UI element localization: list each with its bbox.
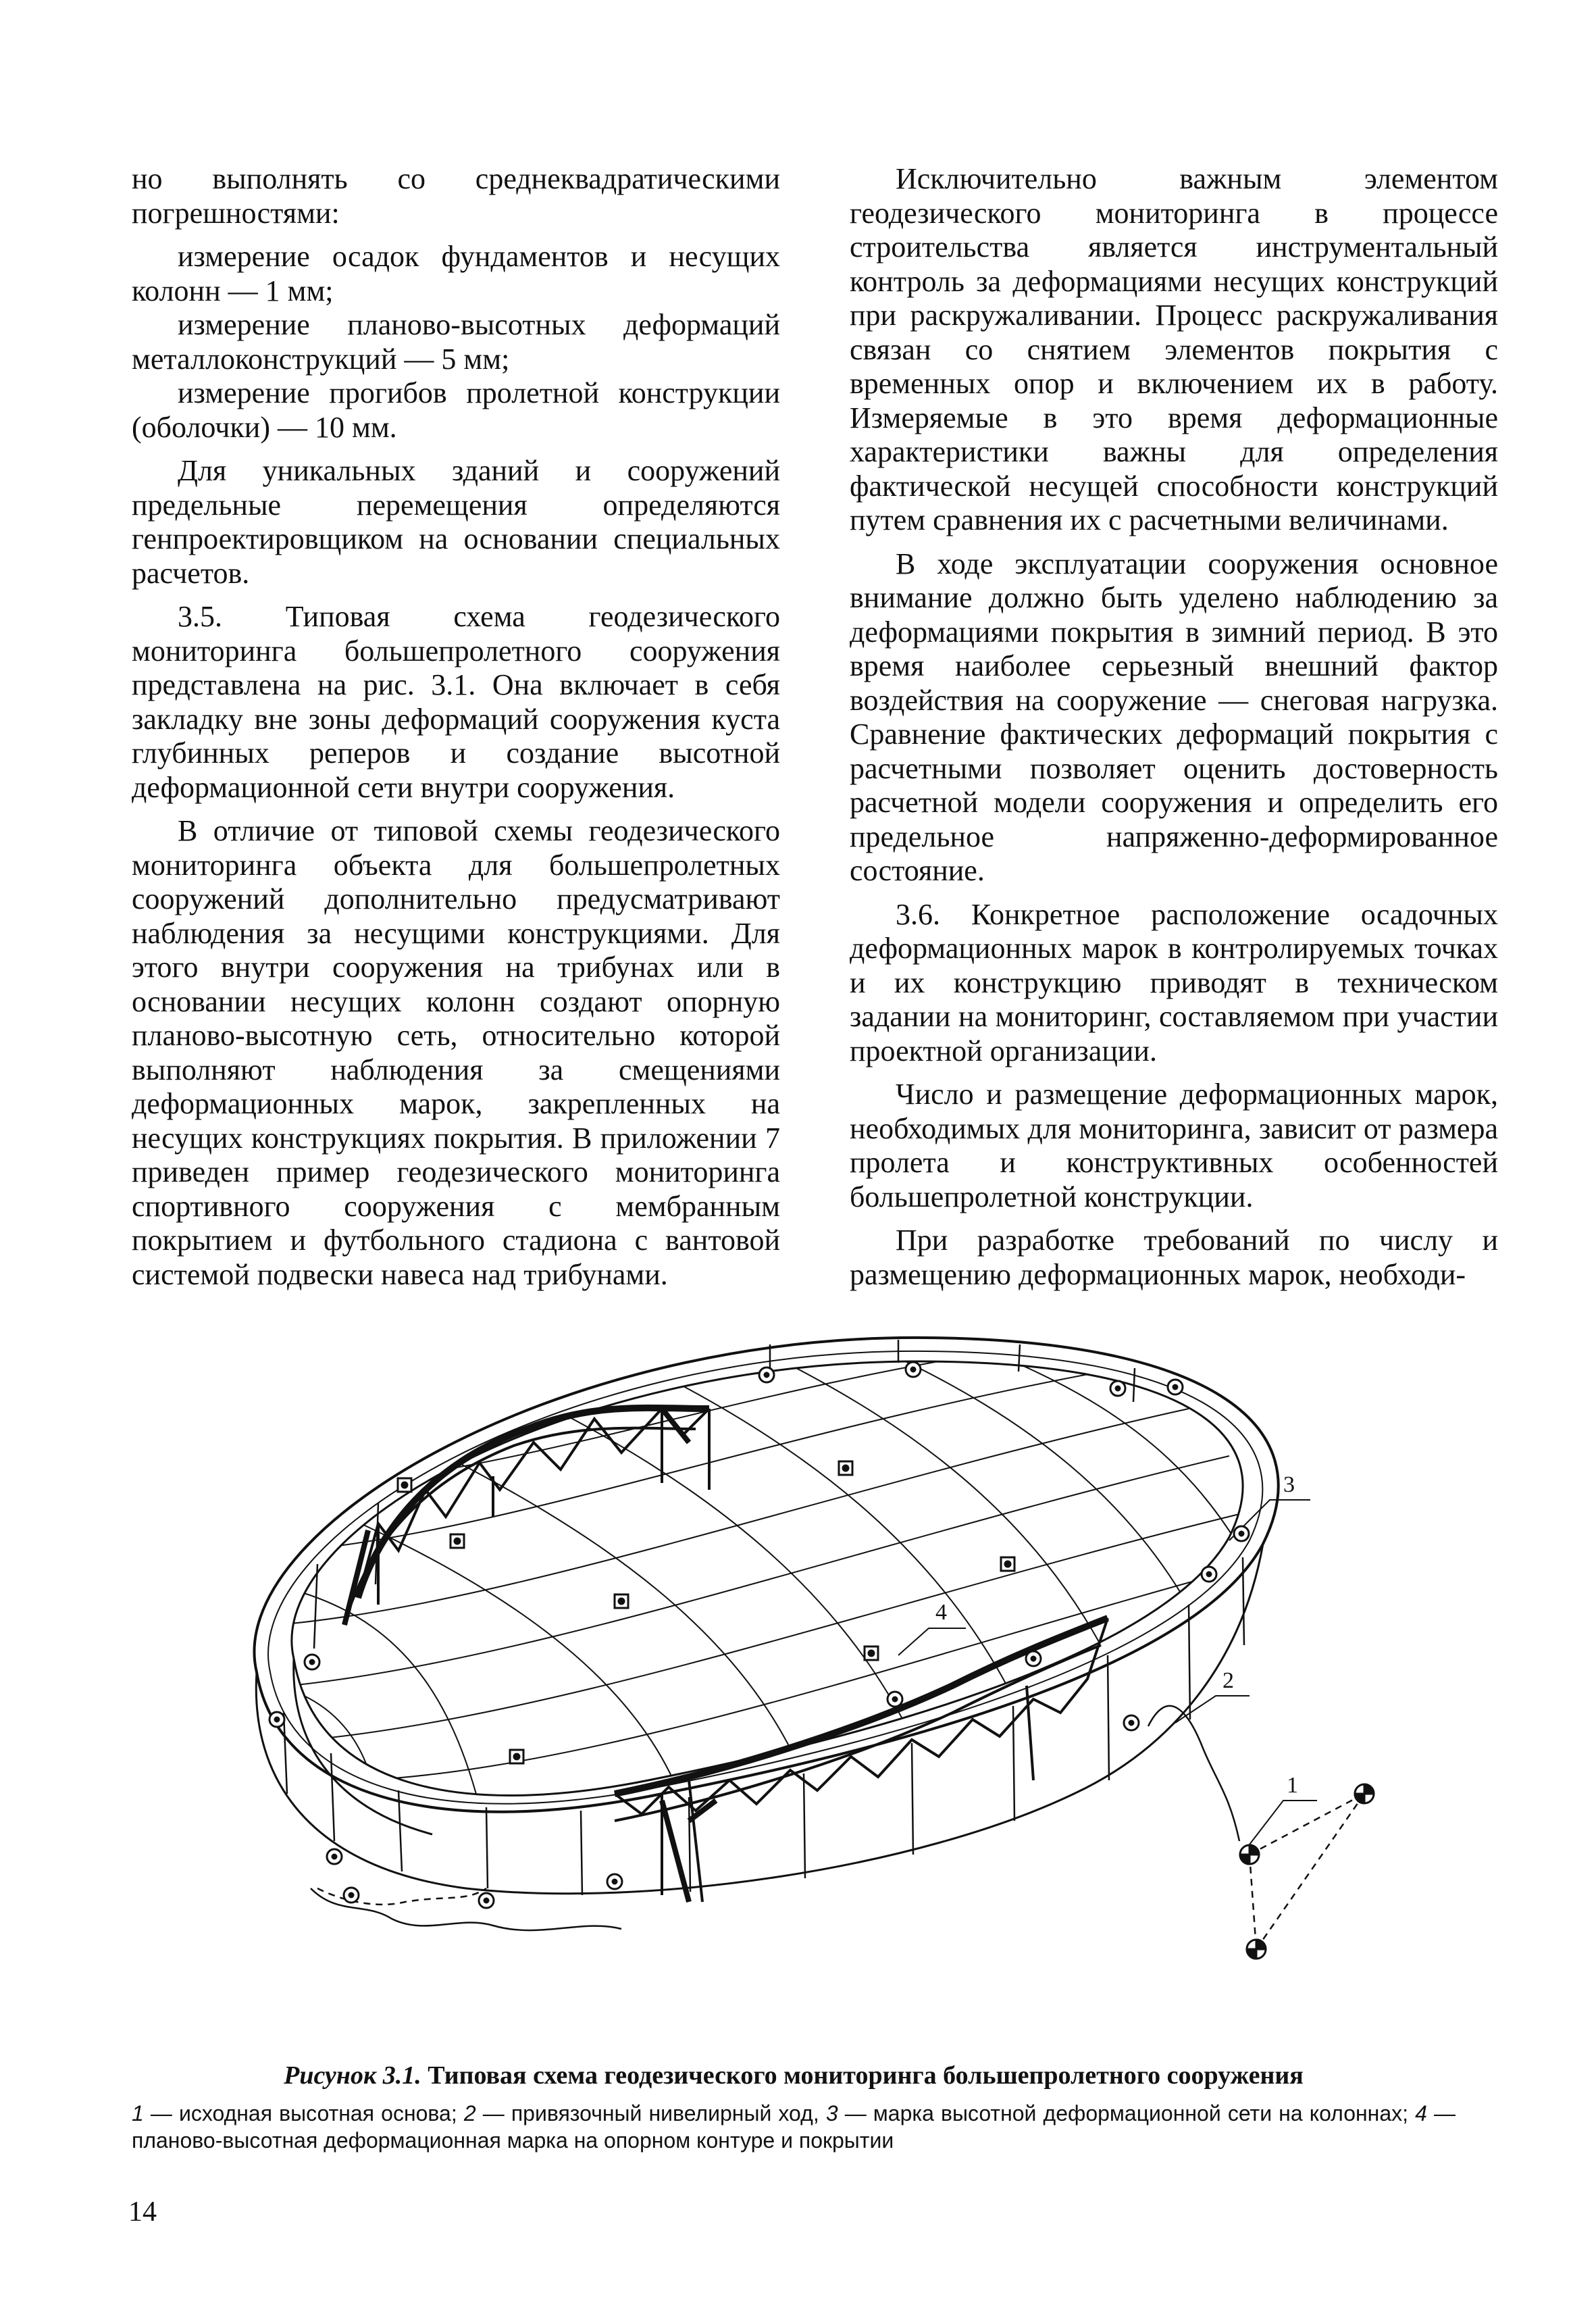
figure-legend [132, 2100, 1456, 2154]
paragraph: 3.6. Конкретное расположение осадочных деформационных марок в контролируемых точках и их конструкцию приводят в техническом задании на мониторинг, составляемом при участии проектной организации. [850, 897, 1498, 1067]
legend-text: — привязочный нивелирный ход, [475, 2101, 826, 2126]
right-column [850, 162, 1498, 1301]
tie-line [311, 1706, 1239, 1930]
figure-caption-title [132, 2061, 1456, 2090]
paragraph: Для уникальных зданий и сооружений предельные перемещения определяются генпроектировщиком на основании специальных расчетов. [132, 454, 780, 590]
paragraph: В отличие от типовой схемы геодезического мониторинга объекта для большепролетных сооружений дополнительно предусматривают наблюдения за несущими конструкциями. Для этого внутри сооружения на трибунах или в основании несущих колонн создают опорную планово-высотную сеть, относительно которой выполняют наблюдения за смещениями деформационных марок, закрепленных на несущих конструкциях покрытия. В приложении 7 приведен пример геодезического мониторинга спортивного сооружения с мембранным покрытием и футбольного стадиона с вантовой системой подвески навеса над трибунами. [132, 814, 780, 1291]
callout-4: 4 [935, 1600, 947, 1625]
outer-ring [254, 1338, 1278, 1812]
paragraph: При разработке требований по числу и размещению деформационных марок, необходи- [850, 1224, 1498, 1291]
callout-1: 1 [1287, 1773, 1298, 1798]
list-item: измерение осадок фундаментов и несущих колонн — 1 мм; [132, 240, 780, 307]
paragraph: Число и размещение деформационных марок, необходимых для мониторинга, зависит от размера пролета и конструктивных особенностей большепролетной конструкции. [850, 1078, 1498, 1213]
figure-caption-text: Типовая схема геодезического мониторинга большепролетного сооружения [428, 2061, 1304, 2090]
legend-num: 1 [132, 2101, 144, 2126]
legend-num: 3 [825, 2101, 838, 2126]
base-benchmarks [1240, 1784, 1374, 1959]
callout-2: 2 [1222, 1668, 1234, 1693]
paragraph: В ходе эксплуатации сооружения основное внимание должно быть уделено наблюдению за деформациями покрытия в зимний период. В это время наиболее серьезный внешний фактор воздействия на сооружение — снеговая нагрузка. Сравнение фактических деформаций покрытия с расчетными позволяет оценить достоверность расчетной модели сооружения и определить его предельное напряженно-деформированное состояние. [850, 547, 1498, 887]
wall-contour [256, 1544, 1263, 1894]
legend-text: — исходная высотная основа; [143, 2101, 464, 2126]
leveling-traverse [317, 1794, 1364, 1949]
wall-columns [284, 1340, 1244, 1895]
callout-3: 3 [1283, 1472, 1295, 1497]
left-column [132, 162, 780, 1301]
page-number: 14 [128, 2196, 157, 2228]
paragraph: 3.5. Типовая схема геодезического мониторинга большепролетного сооружения представлена на рис. 3.1. Она включает в себя закладку вне зоны деформаций сооружения куста глубинных реперов и создание высотной деформационной сети внутри сооружения. [132, 600, 780, 804]
figure-caption-lead: Рисунок 3.1. [284, 2061, 421, 2090]
list-item: измерение планово-высотных деформаций металлоконструкций — 5 мм; [132, 308, 780, 376]
truss-left [358, 1408, 709, 1598]
roof-marks [398, 1461, 1014, 1763]
legend-num: 2 [463, 2101, 476, 2126]
legend-text: — планово-высотная деформационная марка на опорном контуре и покрытии [132, 2101, 1456, 2153]
legend-num: 4 [1415, 2101, 1427, 2126]
list-item: измерение прогибов пролетной конструкции (оболочки) — 10 мм. [132, 376, 780, 444]
monitoring-scheme-figure [176, 1307, 1391, 2037]
paragraph: Исключительно важным элементом геодезического мониторинга в процессе строительства является инструментальный контроль за деформациями несущих конструкций при раскружаливании. Процесс раскружаливания связан со снятием элементов покрытия с временных опор и включением их в работу. Измеряемые в это время деформационные характеристики важны для определения фактической несущей способности конструкций путем сравнения их с расчетными величинами. [850, 162, 1498, 536]
legend-text: — марка высотной деформационной сети на колоннах; [838, 2101, 1416, 2126]
paragraph: но выполнять со среднеквадратическими погрешностями: [132, 162, 780, 230]
